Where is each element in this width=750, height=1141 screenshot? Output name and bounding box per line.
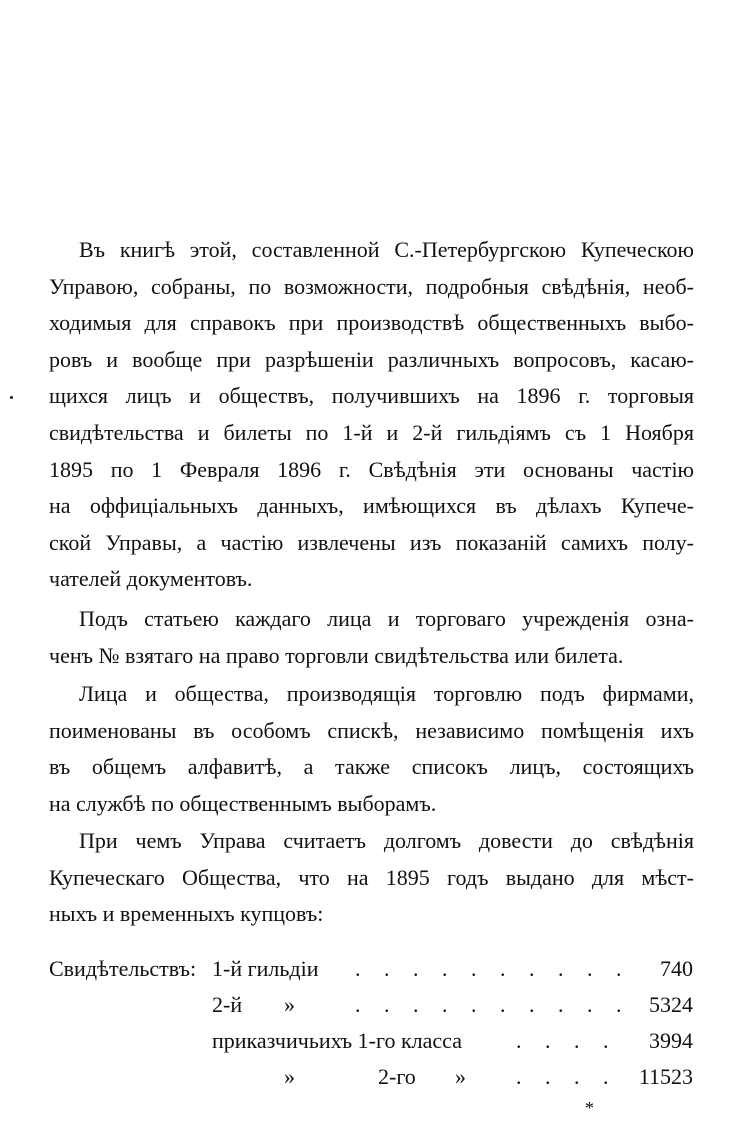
text-line: ныхъ и временныхъ купцовъ: xyxy=(49,901,324,927)
stats-leader-dots: . . . . xyxy=(516,1028,618,1053)
stats-value: 11523 xyxy=(638,1064,693,1089)
stats-row xyxy=(0,1059,750,1095)
text-line: Подъ статьею каждаго лица и торговаго учрежденія озна- xyxy=(79,606,694,631)
stats-item: 2-й xyxy=(212,992,243,1017)
text-line: ходимыя для справокъ при производствѣ общественныхъ выбо- xyxy=(49,310,694,336)
stats-ditto: » xyxy=(284,1064,295,1089)
stats-value: 3994 xyxy=(649,1028,693,1053)
stats-leader-dots: . . . . . . . . . . xyxy=(355,992,631,1017)
stats-value: 740 xyxy=(660,956,693,981)
stats-row xyxy=(0,987,750,1023)
text-line: свидѣтельства и билеты по 1-й и 2-й гильдіямъ съ 1 Ноября xyxy=(49,419,694,445)
text-line: чателей документовъ. xyxy=(49,566,253,592)
stats-item: 2-го xyxy=(378,1064,416,1089)
text-line: въ общемъ алфавитѣ, а также списокъ лицъ, состоящихъ xyxy=(49,754,694,780)
stats-item: приказчичьихъ 1-го класса xyxy=(212,1028,462,1053)
stats-leader-dots: . . . . xyxy=(516,1064,618,1089)
text-line: 1895 по 1 Февраля 1896 г. Свѣдѣнія эти основаны частію xyxy=(49,456,694,482)
text-line: Управою, собраны, по возможности, подробныя свѣдѣнія, необ- xyxy=(49,273,694,299)
text-line: Лица и общества, производящія торговлю подъ фирмами, xyxy=(79,681,694,706)
stats-row xyxy=(0,951,750,987)
stats-leader-dots: . . . . . . . . . . xyxy=(355,956,631,981)
paragraph-numbering xyxy=(49,601,694,674)
stats-ditto: » xyxy=(284,992,295,1017)
text-line: ской Управы, а частію извлечены изъ показаній самихъ полу- xyxy=(49,529,694,555)
stats-ditto: » xyxy=(455,1064,466,1089)
paragraph-intro xyxy=(49,232,694,598)
text-line: Купеческаго Общества, что на 1895 годъ выдано для мѣст- xyxy=(49,864,694,890)
stats-item: 1-й гильдіи xyxy=(212,956,319,981)
paragraph-issued xyxy=(49,823,694,933)
text-line: При чемъ Управа считаетъ долгомъ довести до свѣдѣнія xyxy=(79,828,694,853)
stats-label: Свидѣтельствъ: xyxy=(49,956,197,981)
text-line: щихся лицъ и обществъ, получившихъ на 1896 г. торговыя xyxy=(49,383,694,409)
text-line: на оффиціальныхъ данныхъ, имѣющихся въ дѣлахъ Купече- xyxy=(49,493,694,519)
text-line: ченъ № взятаго на право торговли свидѣтельства или билета. xyxy=(49,642,624,668)
paragraph-firms xyxy=(49,676,694,822)
text-line: ровъ и вообще при разрѣшеніи различныхъ вопросовъ, касаю- xyxy=(49,346,694,372)
stats-row xyxy=(0,1023,750,1059)
footer-mark: * xyxy=(585,1098,594,1118)
stats-value: 5324 xyxy=(649,992,693,1017)
text-line: поименованы въ особомъ спискѣ, независимо помѣщенія ихъ xyxy=(49,717,694,743)
text-line: на службѣ по общественнымъ выборамъ. xyxy=(49,790,437,816)
text-line: Въ книгѣ этой, составленной С.-Петербургскою Купеческою xyxy=(79,237,694,262)
print-speck xyxy=(10,396,13,399)
